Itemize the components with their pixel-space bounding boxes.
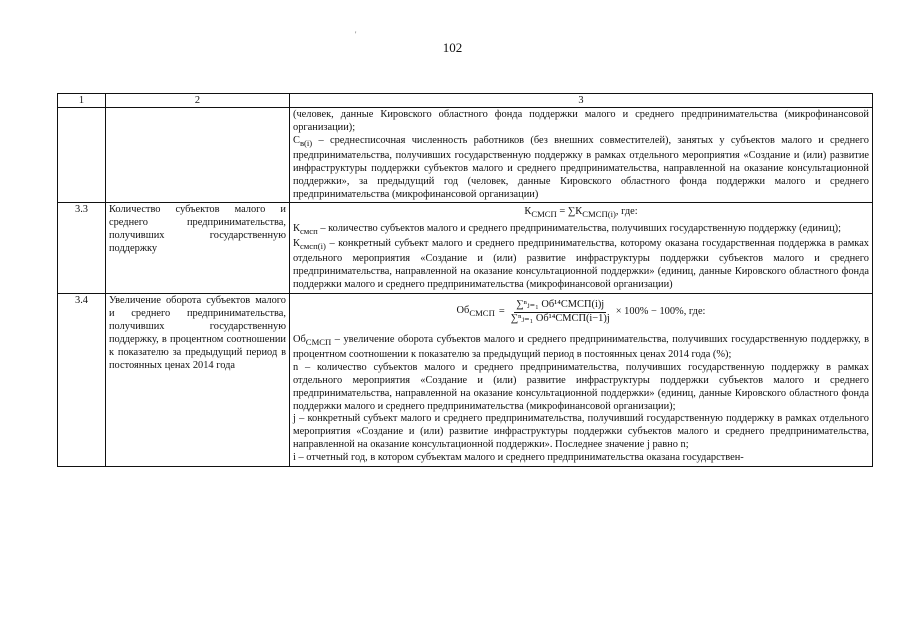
symbol: К <box>293 238 300 250</box>
formula-subscript: СМСП <box>469 308 495 319</box>
formula-sum: = ∑К <box>556 206 583 218</box>
symbol: Об <box>293 333 306 345</box>
definition-obsmsp <box>293 334 869 362</box>
paragraph: (человек, данные Кировского областного фонда поддержки малого и среднего предпринимательства (микрофинансовой организации); <box>293 109 869 133</box>
table-row-3-4 <box>58 294 873 467</box>
row-description <box>290 203 873 294</box>
header-col-1: 1 <box>58 94 106 108</box>
symbol-subscript: смсп(i) <box>299 241 326 252</box>
definition-n: n – количество субъектов малого и среднего предпринимательства, получивших государственную поддержку в рамках отдельного мероприятия «Создание и (или) развитие инфраструктуры поддержки субъектов малого и среднего предпринимательства, направленной на оказание консультационной поддержки» (единиц, данные Кировского областного фонда поддержки малого и среднего предпринимательства (микрофинансовой организации); <box>293 361 869 412</box>
definition-text: – увеличение оборота субъектов малого и среднего предпринимательства, получивших государственную поддержку, в процентном соотношении к показателю за предыдущий период в постоянных ценах 2014 года (%); <box>293 333 869 360</box>
formula-subscript: СМСП(i) <box>582 209 616 220</box>
formula-equals: = <box>498 306 505 318</box>
symbol-subscript: смсп <box>299 226 318 237</box>
definition-j: j – конкретный субъект малого и среднего предпринимательства, получивший государственную поддержку в рамках отдельного мероприятия «Создание и (или) развитие инфраструктуры поддержки субъектов малого и среднего предпринимательства, направленной на оказание консультационной поддержки». Последнее значение j равно n; <box>293 413 869 451</box>
formula-obsmsp <box>293 299 869 326</box>
definition-i: i – отчетный год, в котором субъектам малого и среднего предпринимательства оказана государствен- <box>293 452 744 464</box>
formula-fraction <box>509 299 612 326</box>
definition-text: – конкретный субъект малого и среднего предпринимательства, которому оказана государственная поддержка в рамках отдельного мероприятия «Создание и (или) развитие инфраструктуры поддержки субъектов малого и среднего предпринимательства, направленной на оказание консультационной поддержки» (единиц, данные Кировского областного фонда поддержки малого и среднего предпринимательства (микрофинансовой организации) <box>293 238 869 291</box>
table-row-continuation <box>58 108 873 203</box>
formula-subscript: СМСП <box>531 209 557 220</box>
definition-text: – среднесписочная численность работников (без внешних совместителей), занятых у субъектов малого и среднего предпринимательства, получивших государственную поддержку в рамках отдельного мероприятия «Создание и (или) развитие инфраструктуры поддержки субъектов малого и среднего предпринимательства, направленной на оказание консультационной поддержки», за предыдущий год (человек, данные Кировского областного фонда поддержки малого и среднего предпринимательства (микрофинансовой организации) <box>293 134 869 200</box>
row-number <box>58 108 106 203</box>
definition-ksmsp-i <box>293 238 869 292</box>
row-number: 3.3 <box>58 203 106 294</box>
row-description <box>290 108 873 203</box>
row-name: Количество субъектов малого и среднего предпринимательства, получивших государственную поддержку <box>106 203 290 294</box>
symbol-subscript: СМСП <box>305 336 332 347</box>
symbol: К <box>293 223 300 235</box>
indicator-table <box>57 93 873 467</box>
formula-lhs <box>457 305 495 320</box>
row-description <box>290 294 873 467</box>
table-row-3-3 <box>58 203 873 294</box>
row-name <box>106 108 290 203</box>
definition-ksmsp <box>293 223 869 238</box>
formula-symbol: Об <box>456 305 470 316</box>
formula-ksmsp <box>293 206 869 221</box>
page-number: 102 <box>442 40 463 55</box>
table-header-row <box>58 94 873 108</box>
header-col-3: 3 <box>290 94 873 108</box>
row-name: Увеличение оборота субъектов малого и среднего предпринимательства, получивших государственную поддержку, в процентном соотношении к показателю за предыдущий период в постоянных ценах 2014 года <box>106 294 290 467</box>
formula-numerator: ∑ⁿⱼ₌₁ Об¹⁴СМСП(i)j <box>514 299 606 313</box>
formula-denominator: ∑ⁿⱼ₌₁ Об¹⁴СМСП(i−1)j <box>510 313 610 324</box>
symbol: С <box>293 134 300 146</box>
definition-cv <box>293 135 869 202</box>
header-col-2: 2 <box>106 94 290 108</box>
scan-mark: ' <box>355 30 357 39</box>
row-number: 3.4 <box>58 294 106 467</box>
symbol-subscript: в(i) <box>299 137 313 148</box>
formula-tail: × 100% − 100%, где: <box>615 306 706 318</box>
definition-text: – количество субъектов малого и среднего предпринимательства, получивших государственную поддержку (единиц); <box>317 223 841 235</box>
formula-tail: , где: <box>615 206 638 218</box>
formula-symbol: К <box>524 206 532 218</box>
